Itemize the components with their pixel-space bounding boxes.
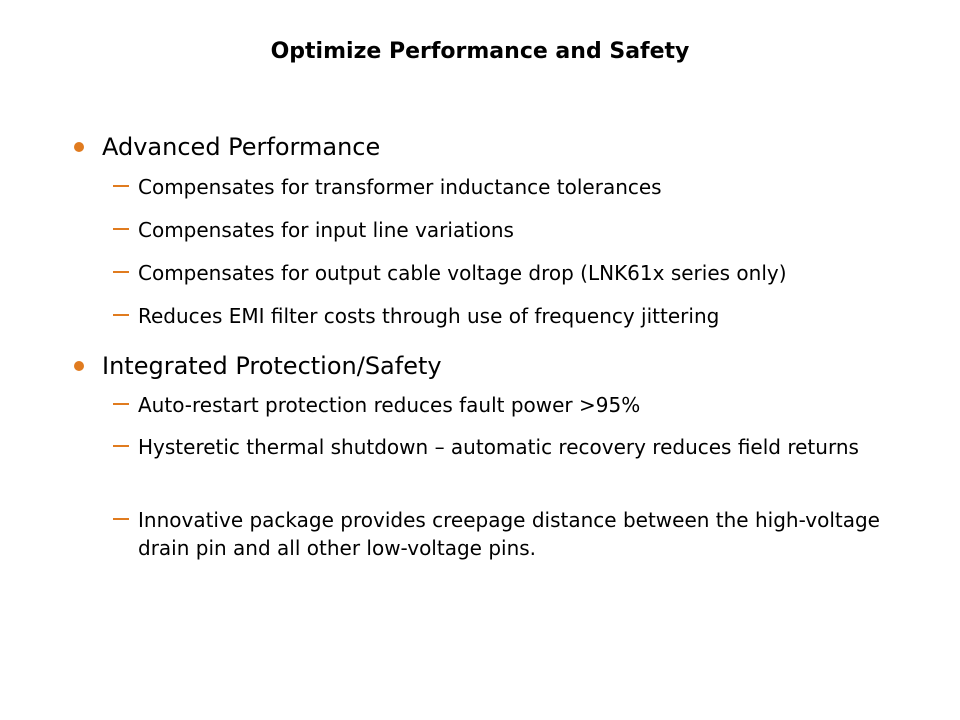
bullet-dot-icon (74, 142, 84, 152)
section-advanced-performance (0, 132, 960, 166)
list-item-text: Innovative package provides creepage distance between the high-voltage drain pin and all other low-voltage pins. (138, 508, 880, 560)
section-heading: Advanced Performance (102, 133, 381, 161)
dash-icon (113, 185, 129, 187)
bullet-dot-icon (74, 361, 84, 371)
list-item-text: Reduces EMI filter costs through use of frequency jittering (138, 304, 720, 328)
dash-icon (113, 445, 129, 447)
slide-title: Optimize Performance and Safety (270, 39, 690, 64)
list-item-text: Compensates for input line variations (138, 218, 514, 242)
list-item-text: Compensates for output cable voltage drop (LNK61x series only) (138, 261, 787, 285)
list-item-text: Hysteretic thermal shutdown – automatic recovery reduces field returns (138, 435, 859, 459)
section-integrated-protection (0, 351, 960, 385)
dash-icon (113, 403, 129, 405)
dash-icon (113, 314, 129, 316)
dash-icon (113, 271, 129, 273)
list-item-text: Auto-restart protection reduces fault power >95% (138, 393, 641, 417)
list-item-text: Compensates for transformer inductance tolerances (138, 175, 662, 199)
dash-icon (113, 228, 129, 230)
dash-icon (113, 518, 129, 520)
section-heading: Integrated Protection/Safety (102, 352, 442, 380)
